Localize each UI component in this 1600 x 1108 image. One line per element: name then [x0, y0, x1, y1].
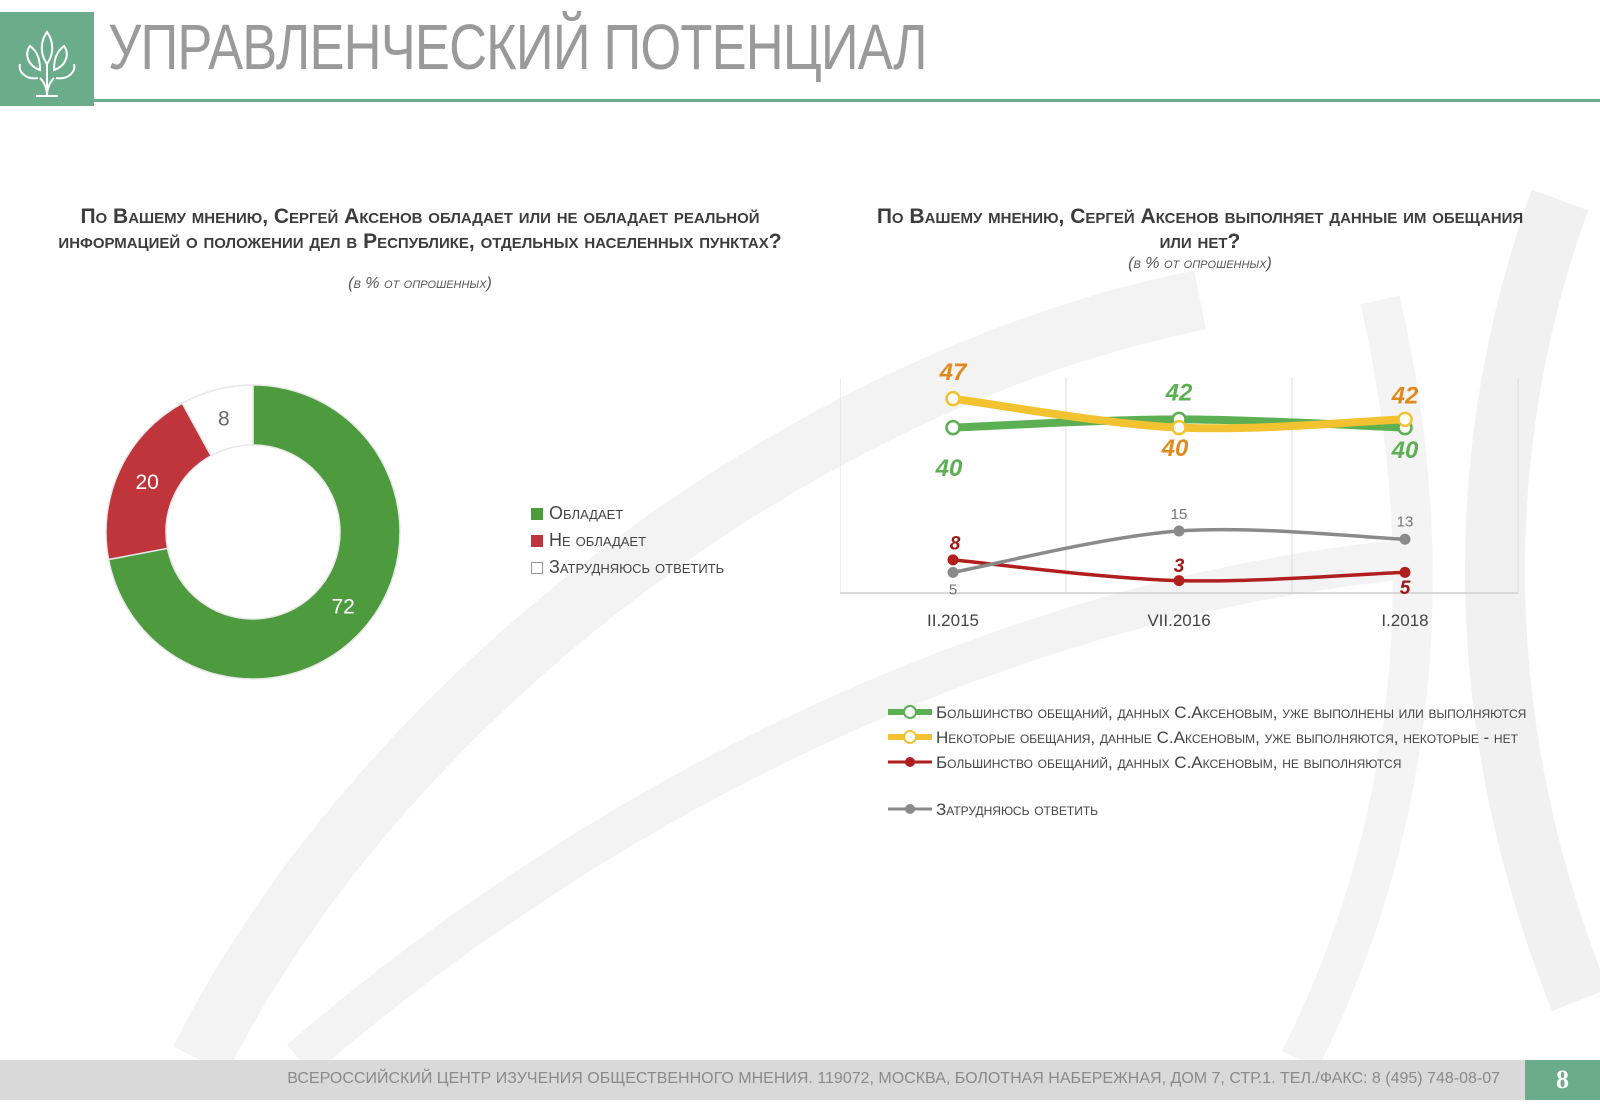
legend-label: Затрудняюсь ответить	[549, 557, 725, 577]
legend-label: Большинство обещаний, данных С.Аксеновым, уже выполнены или выполняются	[936, 703, 1527, 722]
question2-title: По Вашему мнению, Сергей Аксенов выполняет данные им обещания или нет?	[876, 205, 1524, 253]
data-label: 5	[1399, 577, 1411, 599]
question2-subtitle: (в % от опрошенных)	[1128, 255, 1272, 272]
data-label: 5	[948, 581, 958, 599]
data-label: 42	[1391, 382, 1419, 410]
donut-data-label: 72	[331, 595, 355, 619]
legend-item-mostly-fulfilled	[886, 700, 1566, 725]
question1-title: По Вашему мнению, Сергей Аксенов обладает или не обладает реальной информацией о положении дел в Республике, отдельных населенных пунктах?	[58, 205, 782, 253]
data-label: 42	[1165, 379, 1193, 407]
legend-marker-red	[886, 750, 936, 775]
legend-marker-gray	[886, 797, 936, 822]
data-label: 3	[1173, 556, 1185, 578]
data-label: 13	[1396, 513, 1414, 531]
footer-address: ВСЕРОССИЙСКИЙ ЦЕНТР ИЗУЧЕНИЯ ОБЩЕСТВЕННОГО МНЕНИЯ. 119072, МОСКВА, БОЛОТНАЯ НАБЕРЕЖНАЯ, ДОМ 7, СТР.1. ТЕЛ./ФАКС: 8 (495) 748-08-07	[287, 1070, 1500, 1087]
legend-label: Не обладает	[549, 530, 647, 550]
legend-item-partially-fulfilled	[886, 725, 1566, 750]
legend-swatch	[531, 535, 543, 547]
series-point	[1400, 567, 1411, 578]
data-label: 8	[949, 533, 961, 555]
legend-marker-yellow	[886, 725, 936, 750]
legend-item-not-fulfilled	[886, 750, 1566, 775]
legend-swatch	[531, 508, 543, 520]
legend-item-has-not	[531, 527, 724, 554]
series-point	[948, 554, 959, 565]
legend-label: Обладает	[549, 503, 624, 523]
data-label: 40	[1391, 437, 1419, 465]
legend-label: Большинство обещаний, данных С.Аксеновым, не выполняются	[936, 753, 1402, 772]
legend-label: Некоторые обещания, данные С.Аксеновым, уже выполняются, некоторые - нет	[936, 728, 1518, 747]
donut-legend	[531, 500, 724, 581]
series-point	[947, 392, 960, 405]
line-legend	[886, 700, 1566, 822]
legend-item-undecided	[886, 797, 1566, 822]
page-title: УПРАВЛЕНЧЕСКИЙ ПОТЕНЦИАЛ	[108, 11, 927, 83]
donut-data-label: 8	[218, 407, 230, 431]
series-point	[1174, 525, 1185, 536]
donut-chart	[83, 362, 423, 702]
donut-data-label: 20	[135, 471, 159, 495]
series-point	[947, 421, 960, 434]
logo	[0, 12, 94, 106]
tree-leaves-icon	[0, 12, 94, 106]
series-point	[1400, 534, 1411, 545]
series-point	[1173, 421, 1186, 434]
question1-subtitle: (в % от опрошенных)	[348, 275, 492, 292]
title-rule	[94, 99, 1600, 102]
x-tick-label: VII.2016	[1147, 611, 1211, 630]
legend-label: Затрудняюсь ответить	[936, 800, 1099, 819]
x-tick-label: I.2018	[1381, 611, 1429, 630]
line-chart	[840, 350, 1560, 650]
data-label: 40	[935, 455, 963, 483]
legend-item-has	[531, 500, 724, 527]
data-label: 40	[1161, 435, 1189, 463]
x-tick-label: II.2015	[927, 611, 979, 630]
legend-item-undecided	[531, 554, 724, 581]
series-point	[1399, 413, 1412, 426]
data-label: 15	[1170, 506, 1188, 524]
page-number: 8	[1525, 1060, 1600, 1100]
series-point	[948, 567, 959, 578]
legend-swatch	[531, 562, 543, 574]
legend-marker-green	[886, 700, 936, 725]
data-label: 47	[939, 359, 967, 387]
